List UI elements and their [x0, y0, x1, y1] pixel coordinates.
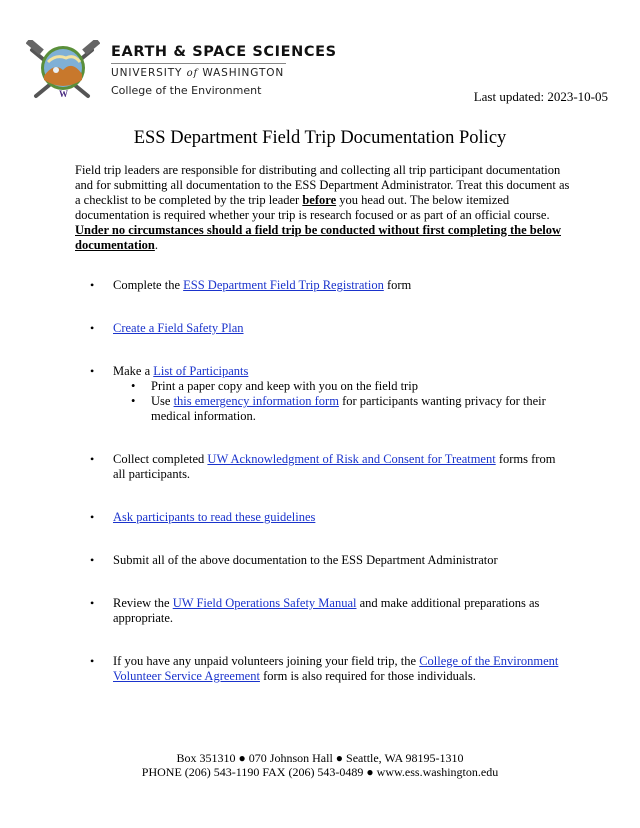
safety-plan-link[interactable]: Create a Field Safety Plan: [113, 321, 244, 335]
college-name: College of the Environment: [111, 84, 262, 97]
list-item-participants: [90, 364, 570, 424]
safety-manual-link[interactable]: UW Field Operations Safety Manual: [172, 596, 357, 610]
university-suffix: WASHINGTON: [202, 67, 285, 79]
footer-contact: PHONE (206) 543-1190 FAX (206) 543-0489 ● www.ess.washington.edu: [141, 765, 499, 779]
registration-link[interactable]: ESS Department Field Trip Registration: [183, 278, 384, 292]
intro-text-1: Field trip leaders are responsible for distributing and collecting all trip participant documentation and for submitting all documentation to the ESS Department Administrator. Treat this document as a checklist to be completed by the trip leader: [75, 163, 570, 207]
volunteer-agreement-link[interactable]: College of the Environment Volunteer Service Agreement: [113, 654, 559, 683]
ess-logo-icon: [26, 40, 100, 100]
intro-before: before: [302, 193, 337, 207]
item-text: Make a: [113, 364, 154, 378]
department-name: EARTH & SPACE SCIENCES: [111, 44, 337, 60]
sublist-item-emergency: [113, 394, 570, 424]
item-text: and make additional preparations as appropriate.: [113, 596, 540, 625]
item-text: If you have any unpaid volunteers joining your field trip, the: [113, 654, 420, 668]
item-text: form: [383, 278, 412, 292]
footer: [0, 751, 640, 779]
intro-text-2: you head out. The below itemized documentation is required whether your trip is research focused or as part of an official course.: [75, 193, 550, 222]
consent-form-link[interactable]: UW Acknowledgment of Risk and Consent for Treatment: [207, 452, 496, 466]
intro-warning: Under no circumstances should a field trip be conducted without first completing the below documentation: [75, 223, 561, 252]
university-of: of: [186, 68, 199, 79]
emergency-form-link[interactable]: this emergency information form: [173, 394, 339, 408]
item-text: Use: [151, 394, 174, 408]
item-text: forms from all participants.: [113, 452, 556, 481]
last-updated: Last updated: 2023-10-05: [473, 89, 608, 104]
sublist-item-print: • Print a paper copy and keep with you on the field trip: [113, 379, 570, 394]
participants-list-link[interactable]: List of Participants: [153, 364, 249, 378]
list-item-volunteers: [90, 654, 570, 684]
item-text: Complete the: [113, 278, 184, 292]
intro-period: .: [154, 238, 158, 252]
brand-divider: [111, 63, 286, 64]
item-text: form is also required for those individuals.: [259, 669, 476, 683]
university-prefix: UNIVERSITY: [111, 67, 183, 79]
list-item-submit: • Submit all of the above documentation to the ESS Department Administrator: [90, 553, 570, 568]
intro-paragraph: [75, 163, 570, 253]
item-text: for participants wanting privacy for their medical information.: [151, 394, 546, 423]
list-item-safety-plan: [90, 321, 570, 336]
item-text: Collect completed: [113, 452, 208, 466]
page-title: ESS Department Field Trip Documentation Policy: [133, 128, 507, 148]
list-item-consent: [90, 452, 570, 482]
list-item-manual: [90, 596, 570, 626]
brand-block: [111, 44, 337, 97]
university-name: [111, 67, 337, 79]
participants-sublist: [113, 379, 570, 424]
footer-address: Box 351310 ● 070 Johnson Hall ● Seattle, WA 98195-1310: [176, 751, 464, 765]
list-item-registration: [90, 278, 570, 293]
item-text: Review the: [113, 596, 173, 610]
letterhead: [26, 40, 616, 102]
checklist: [90, 278, 570, 712]
list-item-guidelines: [90, 510, 570, 525]
logo-w: W: [59, 89, 68, 99]
guidelines-link[interactable]: Ask participants to read these guidelines: [113, 510, 316, 524]
